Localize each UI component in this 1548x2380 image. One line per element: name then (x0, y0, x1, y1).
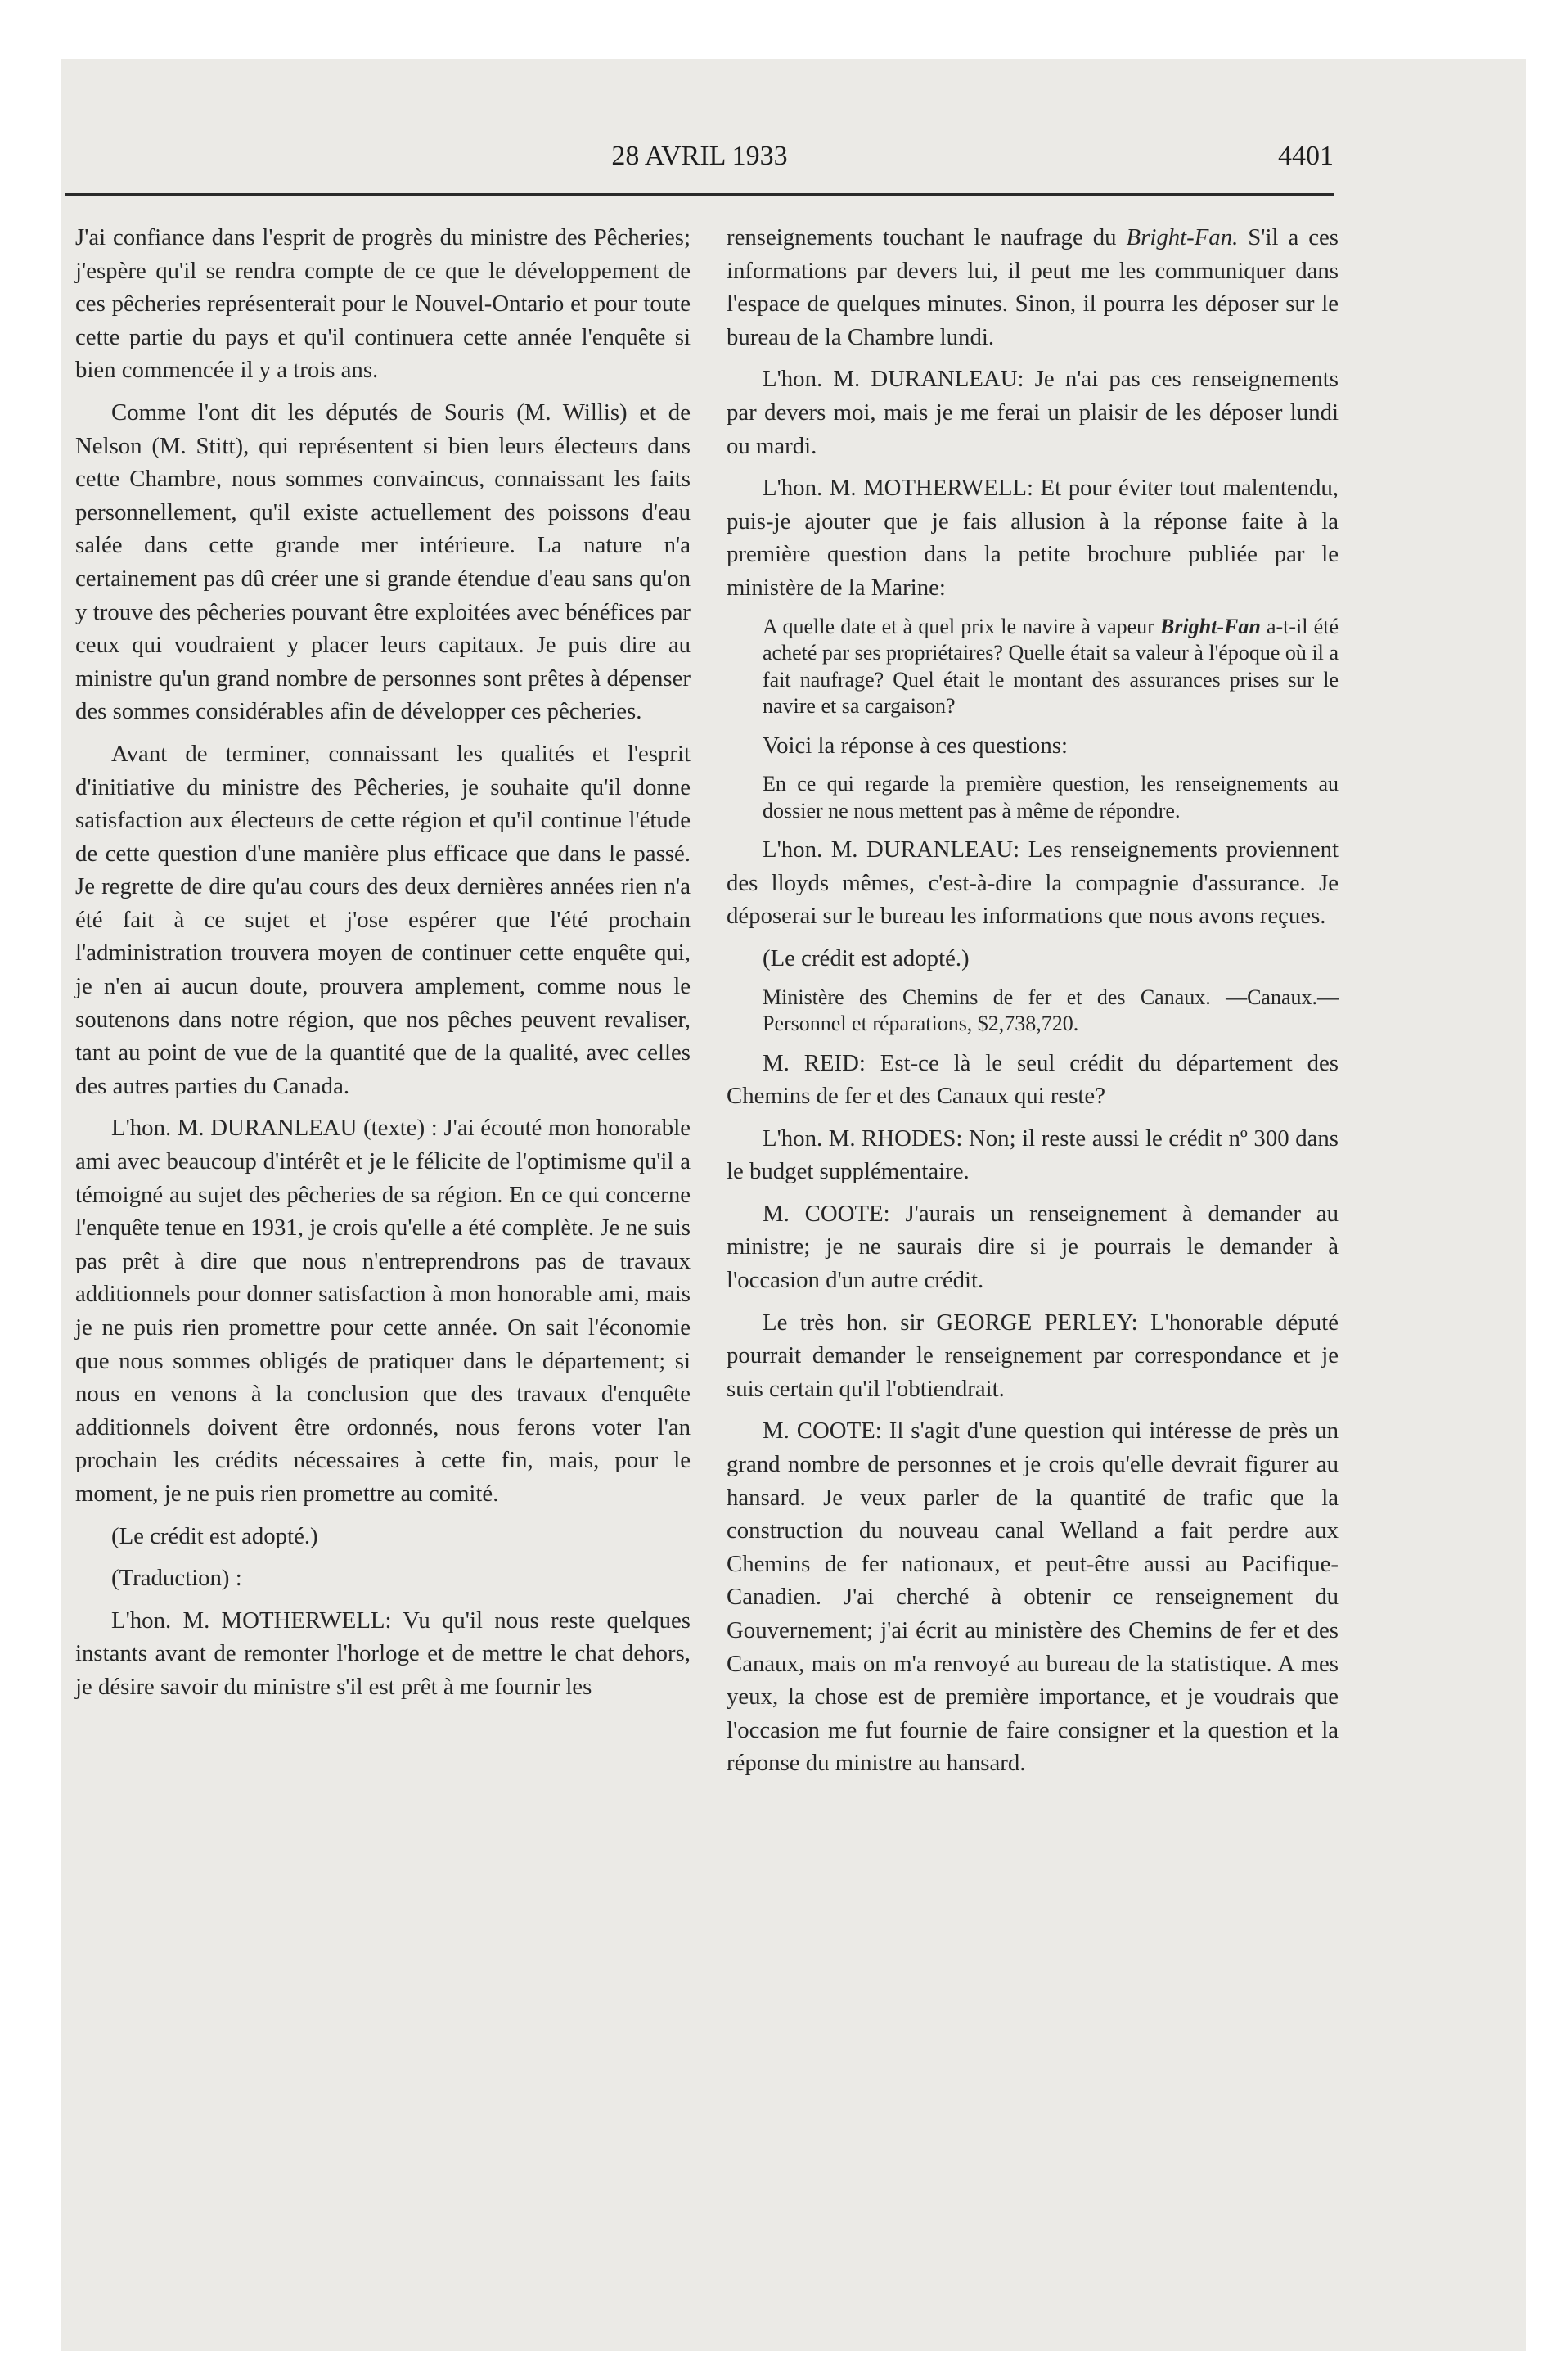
paragraph: L'hon. M. DURANLEAU: Je n'ai pas ces renseignements par devers moi, mais je me ferai un plaisir de les déposer lundi ou mardi. (727, 366, 1339, 459)
paragraph: Le très hon. sir GEORGE PERLEY: L'honorable député pourrait demander le renseignement par correspondance et je suis certain qu'il l'obtiendrait. (727, 1309, 1339, 1402)
budget-item: Ministère des Chemins de fer et des Canaux. —Canaux.—Personnel et réparations, $2,738,720. (763, 985, 1339, 1035)
paragraph: L'hon. M. MOTHERWELL: Et pour éviter tout malentendu, puis-je ajouter que je fais allusion à la réponse faite à la première question dans la petite brochure publiée par le ministère de la Marine: (727, 475, 1339, 601)
paragraph: L'hon. M. DURANLEAU (texte) : J'ai écouté mon honorable ami avec beaucoup d'intérêt et je le félicite de l'optimisme qu'il a témoigné au sujet des pêcheries de sa région. En ce qui concerne l'enquête tenue en 1931, je crois qu'elle a été complète. Je ne suis pas prêt à dire que nous n'entreprendrons pas de travaux additionnels pour donner satisfaction à mon honorable ami, mais je ne puis rien promettre pour cette année. On sait l'économie que nous sommes obligés de pratiquer dans le département; si nous en venons à la conclusion que des travaux d'enquête additionnels doivent être ordonnés, nous ferons voter l'an prochain les crédits nécessaires à cette fin, mais, pour le moment, je ne puis rien promettre au comité. (75, 1115, 691, 1507)
translation-note: (Traduction) : (111, 1565, 242, 1592)
paragraph: M. COOTE: Il s'agit d'une question qui intéresse de près un grand nombre de personnes et je crois qu'elle devrait figurer au hansard. Je veux parler de la quantité de trafic que la construction du nouveau canal Welland a fait perdre aux Chemins de fer nationaux, et peut-être aussi au Pacifique-Canadien. J'ai cherché à obtenir ce renseignement du Gouvernement; j'ai écrit au ministère des Chemins de fer et des Canaux, mais on m'a renvoyé au bureau de la statistique. A mes yeux, la chose est de première importance, et je voudrais que l'occasion me fut fournie de faire consigner et la question et la réponse du ministre au hansard. (727, 1418, 1339, 1777)
page-number: 4401 (1278, 141, 1334, 171)
vote-adopted: (Le crédit est adopté.) (763, 944, 970, 971)
text-run: A quelle date et à quel prix le navire à vapeur (763, 614, 1160, 638)
quoted-answer: En ce qui regarde la première question, les renseignements au dossier ne nous mettent pas à même de répondre. (763, 772, 1339, 823)
paragraph: Voici la réponse à ces questions: (763, 732, 1068, 759)
right-column (727, 221, 1339, 1789)
vote-adopted: (Le crédit est adopté.) (111, 1522, 318, 1549)
quoted-question (763, 614, 1339, 720)
paragraph: L'hon. M. MOTHERWELL: Vu qu'il nous reste quelques instants avant de remonter l'horloge et de mettre le chat dehors, je désire savoir du ministre s'il est prêt à me fournir les (75, 1607, 691, 1700)
paragraph: L'hon. M. RHODES: Non; il reste aussi le crédit nº 300 dans le budget supplémentaire. (727, 1125, 1339, 1185)
paragraph: Avant de terminer, connaissant les qualités et l'esprit d'initiative du ministre des Pêcheries, je souhaite qu'il donne satisfaction aux électeurs de cette région et qu'il continue l'étude de cette question d'une manière plus efficace que dans le passé. Je regrette de dire qu'au cours des deux dernières années rien n'a été fait à ce sujet et j'ose espérer que l'été prochain l'administration trouvera moyen de continuer cette enquête qui, je n'en ai aucun doute, prouvera amplement, comme nous le soutenons dans notre région, que nos pêches peuvent revaliser, tant au point de vue de la quantité que de la qualité, avec celles des autres parties du Canada. (75, 740, 691, 1099)
paragraph: Comme l'ont dit les députés de Souris (M. Willis) et de Nelson (M. Stitt), qui représentent si bien leurs électeurs dans cette Chambre, nous sommes convaincus, connaissant les faits personnellement, qu'il existe actuellement des poissons d'eau salée dans cette grande mer intérieure. La nature n'a certainement pas dû créer une si grande étendue d'eau sans qu'on y trouve des pêcheries pouvant être exploitées avec bénéfices par ceux qui voudraient y placer leurs capitaux. Je puis dire au ministre qu'un grand nombre de personnes sont prêtes à dépenser des sommes considérables afin de développer ces pêcheries. (75, 399, 691, 725)
paragraph: J'ai confiance dans l'esprit de progrès du ministre des Pêcheries; j'espère qu'il se rendra compte de ce que le développement de ces pêcheries représenterait pour le Nouvel-Ontario et pour toute cette partie du pays et qu'il continuera cette année l'enquête si bien commencée il y a trois ans. (75, 224, 691, 384)
paragraph: M. REID: Est-ce là le seul crédit du département des Chemins de fer et des Canaux qui reste? (727, 1049, 1339, 1110)
page-header (65, 137, 1334, 178)
text-run: a-t-il été acheté par ses propriétaires? Quelle était sa valeur à l'époque où il a fait naufrage? Quel était le montant des assurances prises sur le navire et sa cargaison? (763, 614, 1339, 719)
paragraph: L'hon. M. DURANLEAU: Les renseignements proviennent des lloyds mêmes, c'est-à-dire la compagnie d'assurance. Je déposerai sur le bureau les informations que nous avons reçues. (727, 836, 1339, 930)
left-column (75, 221, 691, 1713)
text-run: S'il a ces informations par devers lui, il peut me les communiquer dans l'espace de quelques minutes. Sinon, il pourra les déposer sur le bureau de la Chambre lundi. (727, 224, 1339, 350)
text-run: renseignements touchant le naufrage du (727, 224, 1127, 250)
ship-name: Bright-Fan (1159, 614, 1261, 638)
header-date: 28 AVRIL 1933 (611, 141, 788, 171)
paragraph: M. COOTE: J'aurais un renseignement à demander au ministre; je ne saurais dire si je pourrais le demander à l'occasion d'un autre crédit. (727, 1200, 1339, 1294)
header-rule (65, 193, 1334, 196)
ship-name: Bright-Fan. (1126, 224, 1239, 250)
paragraph (727, 221, 1339, 354)
